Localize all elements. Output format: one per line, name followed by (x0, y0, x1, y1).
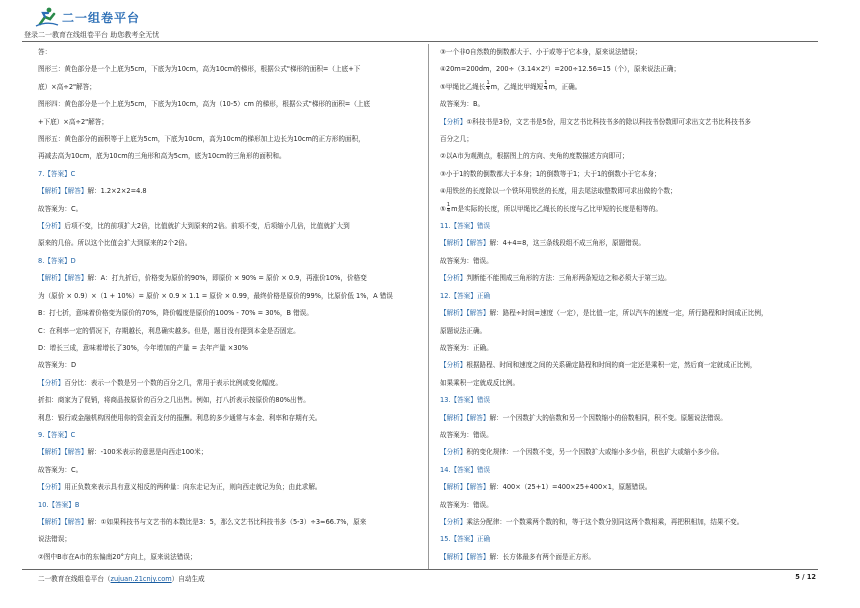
text-line: B：打七折，意味着价格变为原价的70%，降价幅度是原价的100% - 70% = 30%，B 错误。 (38, 309, 313, 318)
header-divider (22, 41, 818, 42)
text-segment: m是实际的长度，所以甲绳比乙绳长的长度与乙比甲短的长度是相等的。 (451, 204, 662, 213)
text-line: 如果乘积一定就成反比例。 (440, 378, 520, 387)
text-line: 故答案为：正确。 (440, 343, 493, 352)
text-line: 【解析】【解答】解：-100米表示的意思是向西走100米； (38, 448, 208, 457)
footer-link[interactable]: zujuan.21cnjy.com (110, 575, 172, 583)
text-line: ③一个非0自然数的倒数都大于、小于或等于它本身，原来说法错误； (440, 48, 642, 56)
fraction-denominator: 4 (486, 86, 490, 93)
answer-heading: 13.【答案】错误 (440, 396, 491, 405)
text-line: ②以A市为观测点，根据图上的方向、夹角的度数描述方向即可； (440, 152, 629, 161)
text-segment: m，乙绳比甲绳短 (490, 82, 544, 91)
text-line: D：增长三成，意味着增长了30%，今年增加的产量 = 去年产量 ×30% (38, 343, 248, 352)
answer-heading: 11.【答案】错误 (440, 222, 491, 231)
text-line: 故答案为：错误。 (440, 430, 493, 439)
text-line: 图形三：黄色部分是一个上底为5cm，下底为为10cm，高为10cm的梯形，根据公式"梯形的面积=（上底+下 (38, 65, 361, 74)
answer-heading: 9.【答案】C (38, 430, 76, 439)
text-line: 【分析】①科技书是3份，文艺书是5份，用文艺书比科技书多的除以科技书份数即可求出文艺书比科技书多 (440, 117, 752, 126)
text-line: 【解析】【解答】解：4+4=8，这三条线段组不成三角形，原题错误。 (440, 239, 645, 248)
answer-heading: 12.【答案】正确 (440, 291, 491, 300)
site-logo[interactable] (34, 6, 140, 28)
text-line: 答： (38, 48, 52, 56)
left-column (38, 44, 432, 566)
text-line: 【分析】乘法分配律：一个数乘两个数的和，等于这个数分别同这两个数相乘，再把积相加，结果不变。 (440, 517, 744, 526)
text-line: 【分析】用正负数来表示具有意义相反的两种量：向东走记为正，则向西走就记为负；由此求解。 (38, 483, 322, 492)
text-line: 底）×高÷2"解答； (38, 82, 96, 91)
text-line: 故答案为：D (38, 361, 77, 370)
fraction-numerator: 1 (446, 202, 451, 209)
fraction (447, 203, 450, 214)
text-line: 原题说法正确。 (440, 326, 487, 335)
text-line (440, 201, 834, 218)
text-line: 利息：银行或金融机构因使用你的资金而支付的报酬。利息的多少通常与本金、利率和存期有关。 (38, 413, 322, 422)
text-line: 故答案为：错误。 (440, 500, 493, 509)
text-line: 故答案为：C。 (38, 465, 83, 474)
text-line: 【分析】判断能不能围成三角形的方法：三角形两条短边之和必须大于第三边。 (440, 274, 671, 283)
text-line: 再减去高为10cm，底为10cm的三角形和高为5cm，底为10cm的三角形的面积和。 (38, 152, 286, 161)
runner-logo-icon (34, 7, 60, 27)
text-line: 【解析】【解答】解：一个因数扩大的倍数和另一个因数缩小的倍数相同，积不变。原题说法错误。 (440, 413, 727, 422)
text-line: 百分之几； (440, 135, 473, 144)
text-line: 说法错误； (38, 535, 71, 544)
text-line: ④20m=200dm，200÷（3.14×2²）=200÷12.56=15（个），原来说法正确； (440, 65, 681, 74)
answer-heading: 10.【答案】B (38, 500, 80, 509)
page-footer (38, 573, 205, 583)
text-line: 【解析】【解答】解：路程÷时间=速度（一定），是比值一定，所以汽车的速度一定，所行路程和时间成正比例， (440, 309, 768, 318)
text-line: ③小于1的数的倒数都大于本身；1的倒数等于1；大于1的倒数小于它本身； (440, 169, 661, 178)
text-segment: ⑤甲绳比乙绳长 (440, 82, 486, 91)
fraction (486, 81, 489, 92)
text-line: C：在利率一定的情况下，存期越长，利息确实越多。但是，题目没有提到本金是否固定。 (38, 326, 300, 335)
text-segment: ⑤ (440, 204, 446, 213)
page-header (0, 0, 860, 44)
text-line: 图形四：黄色部分是一个上底为5cm，下底为为10cm，高为（10-5）cm 的梯形，根据公式"梯形的面积=（上底 (38, 100, 371, 109)
logo-text: 二一组卷平台 (62, 10, 141, 25)
fraction-numerator: 1 (544, 80, 548, 87)
text-line: 【分析】百分比：表示一个数是另一个数的百分之几，常用于表示比例或变化幅度。 (38, 378, 282, 387)
text-line: 故答案为：B。 (440, 100, 485, 109)
text-line: 【解析】【解答】解：1.2×2×2=4.8 (38, 187, 147, 196)
fraction-denominator: 4 (544, 86, 548, 93)
answer-heading: 14.【答案】错误 (440, 465, 491, 474)
answer-heading: 8.【答案】D (38, 256, 76, 265)
text-line: 【解析】【解答】解：400×（25+1）=400×25+400×1，原题错误。 (440, 483, 652, 492)
text-line: 折扣：商家为了促销，将商品按原价的百分之几出售。例如，打八折表示按原价的80%出售。 (38, 396, 310, 405)
answer-heading: 15.【答案】正确 (440, 535, 491, 544)
text-line: 原来的几倍。所以这个比值会扩大到原来的2个2倍。 (38, 239, 192, 248)
text-line: ④用铁丝的长度除以一个铁环用铁丝的长度，用去尾法取整数即可求出做的个数； (440, 187, 677, 196)
column-divider (428, 44, 429, 569)
text-line: 【分析】积的变化规律：一个因数不变，另一个因数扩大或缩小多少倍，积也扩大或缩小多少倍。 (440, 448, 724, 457)
text-line: ②图中B市在A市的东偏南20°方向上，原来说法错误； (38, 552, 197, 561)
footer-text: ）自动生成 (171, 575, 205, 583)
text-line: 【分析】后项不变，比的前项扩大2倍，比值就扩大到原来的2倍。前项不变，后项缩小几倍，比值就扩大到 (38, 222, 350, 231)
text-line: 为（原价 × 0.9）×（1 + 10%）= 原价 × 0.9 × 1.1 = 原价 × 0.99，最终价格是原价的99%，比原价低 1%，A 错误 (38, 291, 393, 300)
footer-text: 二一教育在线组卷平台（ (38, 575, 111, 583)
text-line: 故答案为：错误。 (440, 256, 493, 265)
fraction-numerator: 1 (486, 80, 490, 87)
fraction (544, 81, 547, 92)
text-line: 【解析】【解答】解：A：打九折后，价格变为原价的90%，即原价 × 90% = 原价 × 0.9，再涨价10%，价格变 (38, 274, 367, 283)
text-line: 图形五：黄色部分的面积等于上底为5cm，下底为10cm，高为10cm的梯形加上边长为10cm的正方形的面积， (38, 135, 365, 144)
header-subtitle: 登录二一教育在线组卷平台 助您教考全无忧 (24, 31, 160, 39)
fraction-denominator: 4 (446, 208, 451, 215)
answer-heading: 7.【答案】C (38, 169, 76, 178)
text-segment: m，正确。 (548, 82, 582, 91)
text-line (440, 79, 834, 96)
text-line: 故答案为：C。 (38, 204, 83, 213)
text-line: 【分析】根据路程、时间和速度之间的关系确定路程和时间的商一定还是乘积一定，然后商一定就成正比例， (440, 361, 757, 370)
page-number: 5 / 12 (795, 573, 816, 581)
text-line: 【解析】【解答】解：①如果科技书与文艺书的本数比是3：5，那么文艺书比科技书多（5-3）÷3≈66.7%，原来 (38, 517, 367, 526)
right-column (440, 44, 834, 566)
text-line: 【解析】【解答】解：长方体最多有两个面是正方形。 (440, 552, 595, 561)
text-line: +下底）×高÷2"解答； (38, 117, 108, 126)
footer-divider (22, 569, 818, 570)
